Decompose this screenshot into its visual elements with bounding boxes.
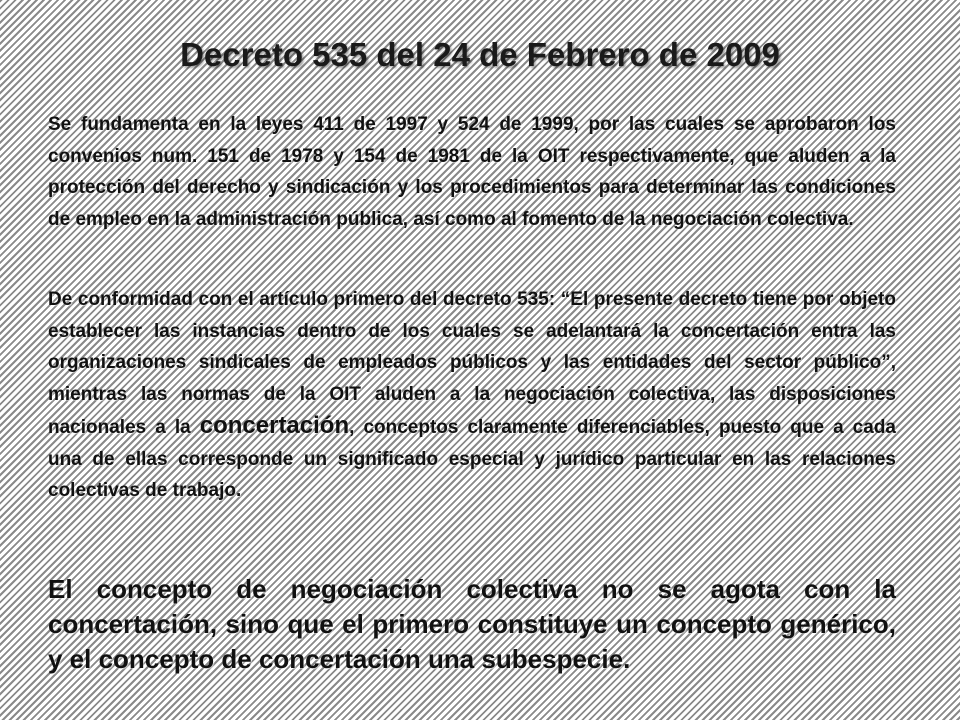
slide-title: Decreto 535 del 24 de Febrero de 2009 bbox=[180, 36, 780, 73]
paragraph-article-one bbox=[48, 284, 896, 507]
paragraph-legal-basis: Se fundamenta en la leyes 411 de 1997 y 524 de 1999, por las cuales se aprobaron los convenios num. 151 de 1978 y 154 de 1981 de la OIT respectivamente, que aluden a la protección del derecho y sindicación y los procedimientos para determinar las condiciones de empleo en la administración pública, así como al fomento de la negociación colectiva. bbox=[48, 114, 896, 230]
paragraph-article-one-text: De conformidad con el artículo primero del decreto 535: “El presente decreto tiene por objeto establecer las instancias dentro de los cuales se adelantará la concertación entra las organizaciones sindicales de empleados públicos y las entidades del sector público”, mientras las normas de la OIT aluden a la negociación colectiva, las disposiciones nacionales a la bbox=[48, 289, 896, 438]
paragraph-article-one-text-end: , conceptos claramente diferenciables, puesto que a cada una de ellas corresponde un significado especial y jurídico particular en las relaciones colectivas de trabajo. bbox=[48, 417, 896, 501]
paragraph-conclusion: El concepto de negociación colectiva no se agota con la concertación, sino que el primero constituye un concepto genérico, y el concepto de concertación una subespecie. bbox=[48, 574, 896, 674]
emphasis-concertacion: concertación bbox=[199, 412, 350, 439]
